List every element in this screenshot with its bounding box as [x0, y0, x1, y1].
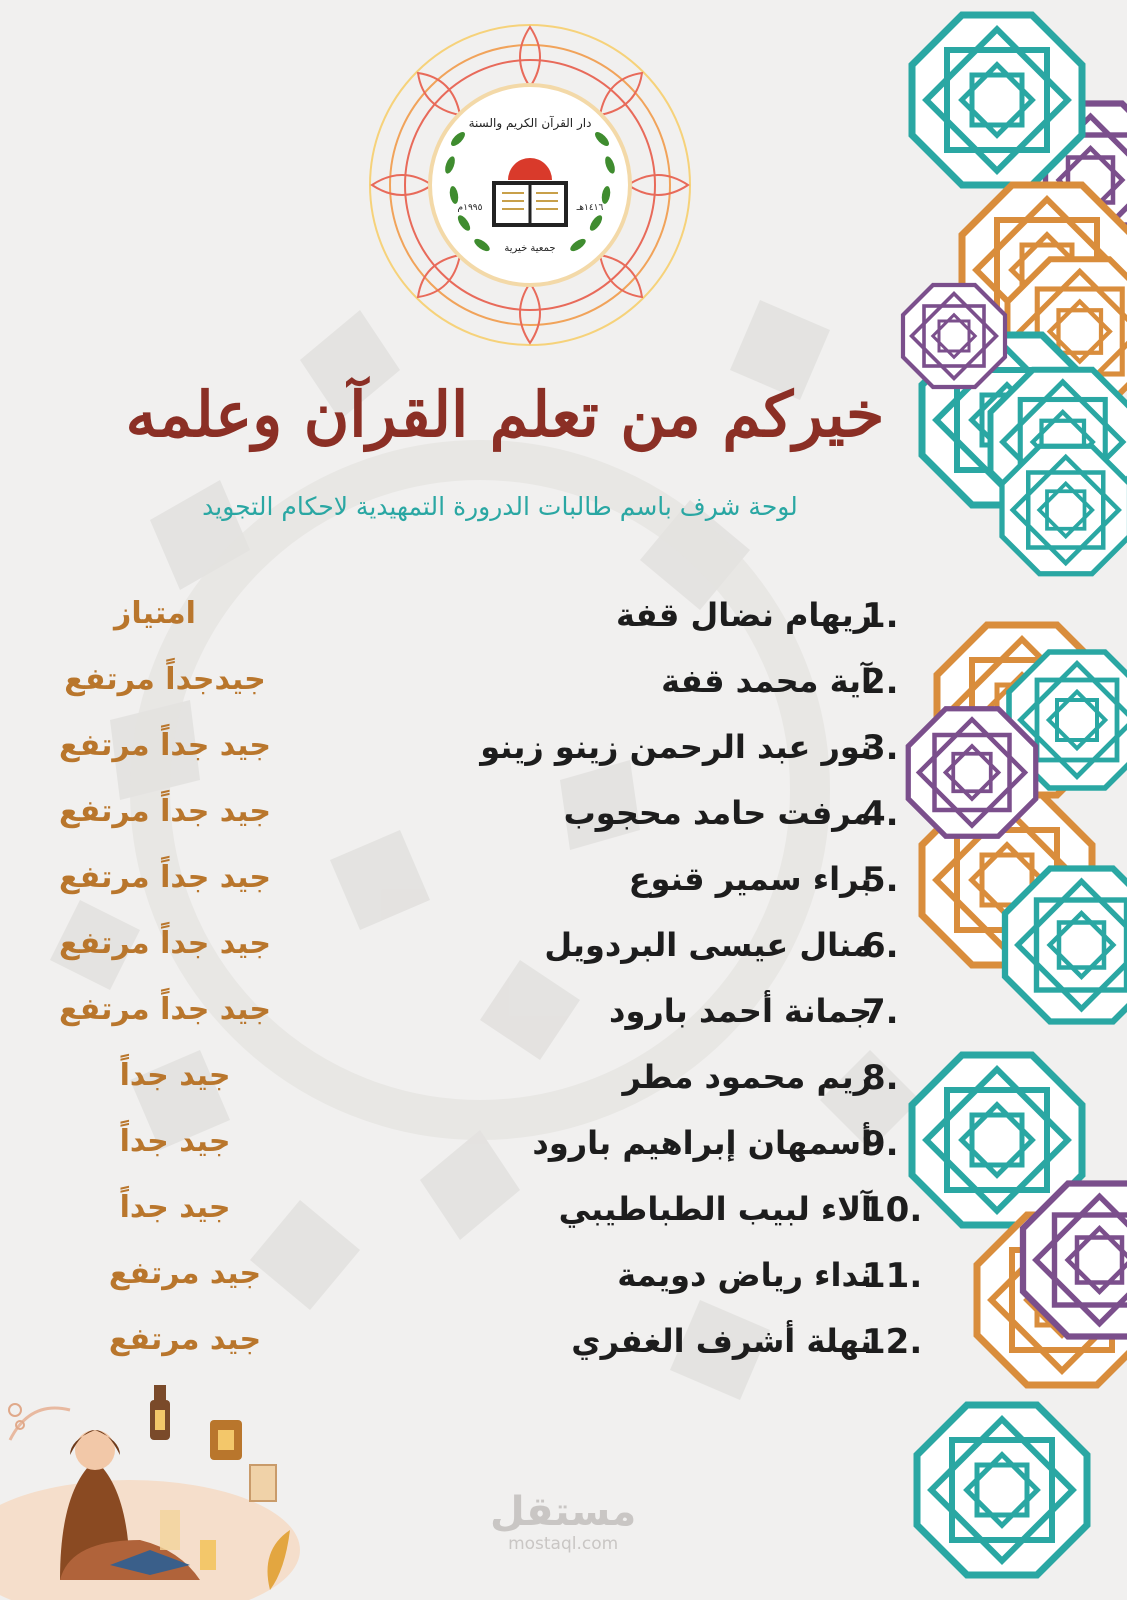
page-subtitle: لوحة شرف باسم طالبات الدرورة التمهيدية لاحكام التجويد [202, 492, 798, 521]
association-logo [330, 20, 730, 350]
student-name: آلاء لبيب الطباطيبي [558, 1190, 872, 1228]
item-number: 1. [862, 596, 899, 636]
item-number: 4. [862, 794, 899, 834]
student-name: نور عبد الرحمن زينو زينو [480, 728, 872, 766]
item-number: 10. [862, 1190, 923, 1230]
page-title: خيركم من تعلم القرآن وعلمه [125, 378, 885, 451]
girl-reading-quran-icon [0, 1380, 320, 1600]
item-number: 3. [862, 728, 899, 768]
list-item [0, 662, 1127, 722]
student-name: نهلة أشرف الغفري [571, 1322, 872, 1360]
item-number: 9. [862, 1124, 899, 1164]
item-number: 6. [862, 926, 899, 966]
student-grade: امتياز [114, 596, 196, 631]
student-grade: جيد جداً [119, 1058, 231, 1093]
logo-top-text: دار القرآن الكريم والسنة [468, 116, 592, 130]
item-number: 12. [862, 1322, 923, 1362]
watermark-arabic: مستقل [490, 1489, 637, 1535]
item-number: 2. [862, 662, 899, 702]
student-grade: جيد جداً مرتفع [59, 728, 271, 763]
student-grade: جيد جداً مرتفع [59, 992, 271, 1027]
student-grade: جيد مرتفع [108, 1256, 262, 1291]
student-name: براء سمير قنوع [628, 860, 872, 898]
student-name: منال عيسى البردويل [544, 926, 872, 964]
item-number: 5. [862, 860, 899, 900]
list-item [0, 1322, 1127, 1382]
list-item [0, 1058, 1127, 1118]
student-grade: جيد مرتفع [108, 1322, 262, 1357]
list-item [0, 1190, 1127, 1250]
student-name: آية محمد قفة [661, 662, 872, 700]
student-grade: جيد جداً [119, 1124, 231, 1159]
student-grade: جيد جداً [119, 1190, 231, 1225]
list-item [0, 1124, 1127, 1184]
list-item [0, 860, 1127, 920]
logo-year-left: ١٩٩٥م [457, 203, 483, 213]
student-name: ريهام نضال قفة [615, 596, 872, 634]
student-name: جمانة أحمد بارود [609, 992, 872, 1030]
logo-year-right: ١٤١٦هـ [576, 203, 604, 213]
list-item [0, 992, 1127, 1052]
logo-bottom-text: جمعية خيرية [504, 243, 556, 254]
watermark-url: mostaql.com [508, 1534, 619, 1554]
list-item [0, 794, 1127, 854]
student-name: مرفت حامد محجوب [563, 794, 872, 832]
student-name: نداء رياض دويمة [617, 1256, 872, 1294]
list-item [0, 728, 1127, 788]
student-name: ريم محمود مطر [622, 1058, 872, 1096]
mostaql-watermark [490, 1490, 636, 1554]
student-grade: جيدجداً مرتفع [64, 662, 266, 697]
item-number: 11. [862, 1256, 923, 1296]
student-grade: جيد جداً مرتفع [59, 794, 271, 829]
list-item [0, 596, 1127, 656]
student-name: أسمهان إبراهيم بارود [532, 1124, 872, 1162]
student-grade: جيد جداً مرتفع [59, 860, 271, 895]
list-item [0, 1256, 1127, 1316]
item-number: 8. [862, 1058, 899, 1098]
item-number: 7. [862, 992, 899, 1032]
student-grade: جيد جداً مرتفع [59, 926, 271, 961]
list-item [0, 926, 1127, 986]
